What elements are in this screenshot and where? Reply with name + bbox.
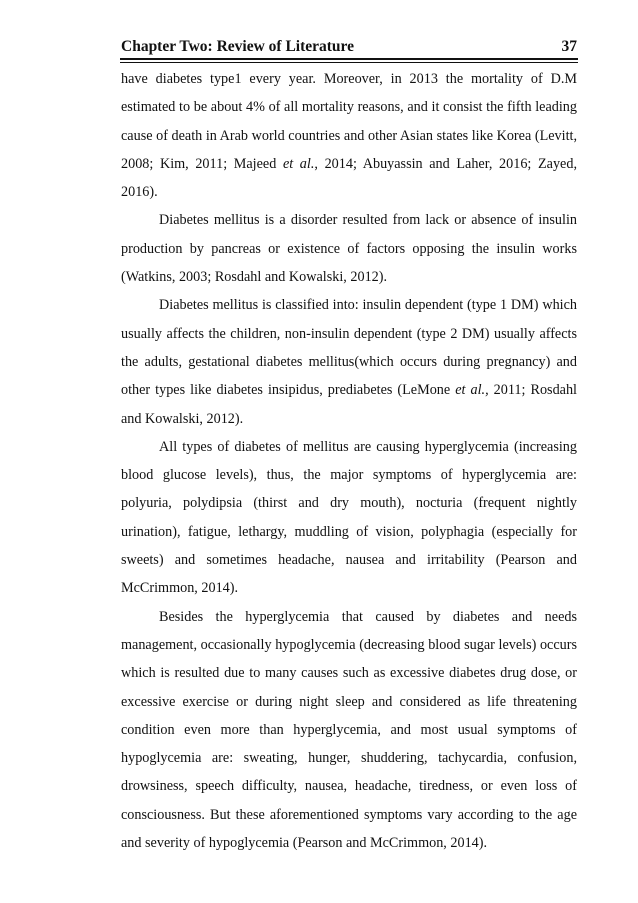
text-segment: All types of diabetes of mellitus are causing hyperglycemia (increasing blood glucose levels), thus, the major symptoms of hyperglycemia are: polyuria, polydipsia (thirst and dry mouth), nocturia (frequent nightly urination), fatigue, lethargy, muddling of vision, polyphagia (especially for sweets) and sometimes headache, nausea and irritability (Pearson and McCrimmon, 2014). xyxy=(121,438,577,597)
paragraph-4 xyxy=(121,433,577,603)
paragraph-5 xyxy=(121,603,577,858)
paragraph-3 xyxy=(121,291,577,432)
header-rule-thin xyxy=(120,62,578,63)
header-rule xyxy=(120,58,578,60)
text-segment: Diabetes mellitus is a disorder resulted from lack or absence of insulin production by pancreas or existence of factors opposing the insulin works (Watkins, 2003; Rosdahl and Kowalski, 2012). xyxy=(121,212,577,286)
body-text xyxy=(121,65,577,857)
paragraph-1 xyxy=(121,65,577,206)
text-segment-italic: et al. xyxy=(282,155,315,172)
text-segment: , 2014; Abuyassin and Laher, 2016; Zayed, 2016). xyxy=(121,155,577,201)
text-segment: 2011; Rosdahl and Kowalski, 2012). xyxy=(121,382,577,427)
text-segment: Diabetes mellitus is classified into: insulin dependent (type 1 DM) which usually affects the children, non-insulin dependent (type 2 DM) usually affects the adults, gestational diabetes mellitus(which occurs during pregnancy) and other types like diabetes insipidus, prediabetes (LeMone xyxy=(121,297,577,399)
text-segment: Besides the hyperglycemia that caused by diabetes and needs management, occasionally hypoglycemia (decreasing blood sugar levels) occurs which is resulted due to many causes such as excessive diabetes drug dose, or excessive exercise or during night sleep and considered as life threatening condition even more than hyperglycemia, and most usual symptoms of hypoglycemia are: sweating, hunger, shuddering, tachycardia, confusion, drowsiness, speech difficulty, nausea, headache, tiredness, or even loss of consciousness. But these aforementioned symptoms vary according to the age and severity of hypoglycemia (Pearson and McCrimmon, 2014). xyxy=(121,608,577,852)
page-number: 37 xyxy=(561,38,577,55)
chapter-title: Chapter Two: Review of Literature xyxy=(121,38,355,55)
text-segment-italic: et al., xyxy=(455,382,489,399)
paragraph-2 xyxy=(121,206,577,291)
running-header xyxy=(121,38,577,56)
text-segment: have diabetes type1 every year. Moreover, in 2013 the mortality of D.M estimated to be about 4% of all mortality reasons, and it consist the fifth leading cause of death in Arab world countries and other Asian states like Korea (Levitt, 2008; Kim, 2011; Majeed xyxy=(121,71,577,172)
